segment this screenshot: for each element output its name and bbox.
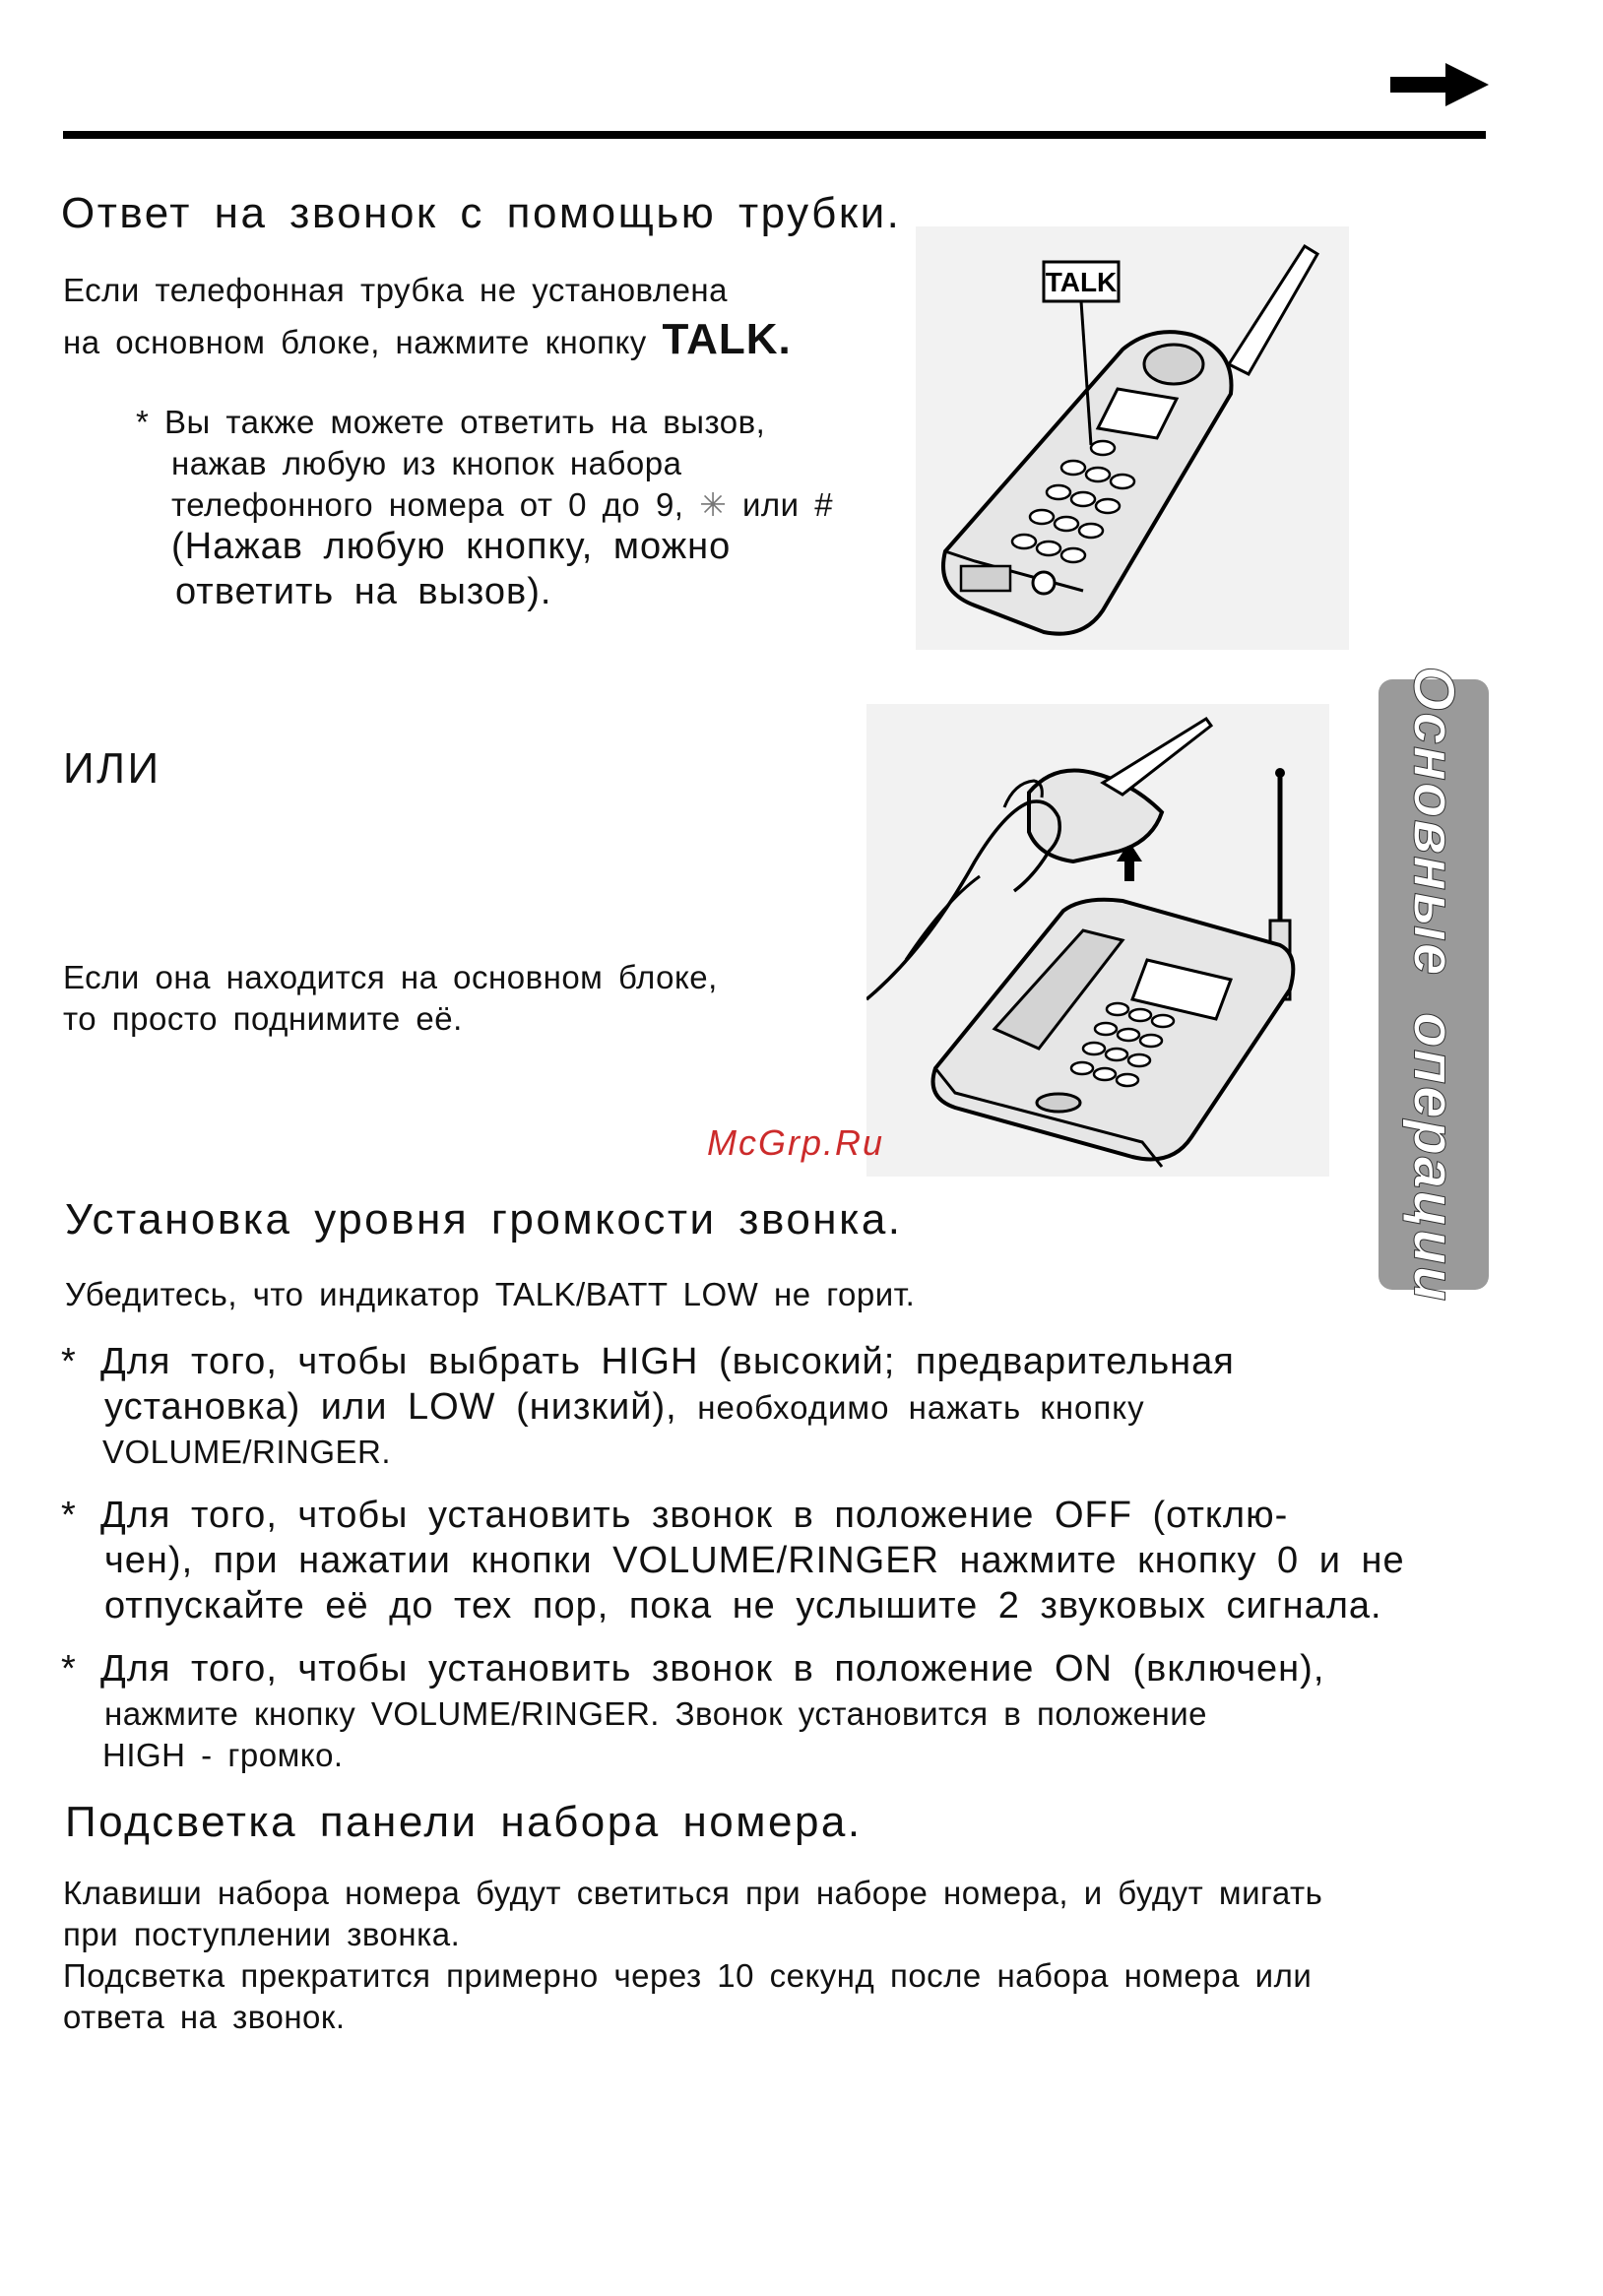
note-line-5: ответить на вызов). (175, 571, 552, 612)
note-line-3-text: телефонного номера от 0 до 9, (171, 486, 684, 523)
bullet2-line-3: отпускайте её до тех пор, пока не услышите 2 звуковых сигнала. (104, 1585, 1382, 1626)
right-arrow-icon (1390, 63, 1489, 106)
note-line-3 (171, 484, 833, 526)
bullet3-line-1: Для того, чтобы установить звонок в положение ON (включен), (100, 1648, 1325, 1690)
base-line-2: то просто поднимите её. (63, 1000, 463, 1037)
watermark: McGrp.Ru (707, 1122, 885, 1163)
bullet-marker: * (61, 1648, 77, 1690)
handset-illustration (916, 226, 1349, 650)
note-line-3-suffix: или # (741, 486, 834, 523)
header-rule (63, 131, 1486, 139)
backlight-line-4: ответа на звонок. (63, 1999, 346, 2035)
bullet-marker: * (61, 1495, 77, 1536)
bullet3-line-3: HIGH - громко. (102, 1737, 344, 1773)
bullet-marker: * (61, 1341, 77, 1382)
note-line-4: (Нажав любую кнопку, можно (171, 526, 732, 567)
bullet3-line-2: нажмите кнопку VOLUME/RINGER. Звонок установится в положение (104, 1695, 1208, 1732)
backlight-line-3: Подсветка прекратится примерно через 10 секунд после набора номера или (63, 1957, 1313, 1994)
side-tab (1379, 666, 1489, 1304)
bullet2-line-2: чен), при нажатии кнопки VOLUME/RINGER нажмите кнопку 0 и не (104, 1540, 1405, 1581)
asterisk-key-icon: ✳ (699, 485, 728, 524)
note-line-2: нажав любую из кнопок набора (171, 445, 682, 481)
base-line-1: Если она находится на основном блоке, (63, 959, 718, 995)
note-line-1: * Вы также можете ответить на вызов, (136, 404, 766, 440)
backlight-line-2: при поступлении звонка. (63, 1916, 461, 1952)
section-title-keypad-backlight: Подсветка панели набора номера. (65, 1798, 863, 1846)
bullet1-line-1: Для того, чтобы выбрать HIGH (высокий; предварительная (100, 1341, 1235, 1382)
ringer-intro: Убедитесь, что индикатор TALK/BATT LOW не горит. (65, 1276, 916, 1312)
or-label: ИЛИ (63, 744, 161, 793)
section-title-answer-handset: Ответ на звонок с помощью трубки. (61, 189, 902, 237)
bullet1-line-2b: необходимо нажать кнопку (697, 1389, 1145, 1426)
talk-button-label: TALK. (662, 315, 792, 363)
bullet1-line-2 (104, 1384, 1145, 1431)
base-unit-illustration (866, 704, 1329, 1177)
section-title-ringer-volume: Установка уровня громкости звонка. (65, 1195, 903, 1244)
answer-line-2-text: на основном блоке, нажмите кнопку (63, 324, 647, 360)
bullet1-line-2a: установка) или LOW (низкий), (104, 1386, 677, 1428)
backlight-line-1: Клавиши набора номера будут светиться при наборе номера, и будут мигать (63, 1875, 1323, 1911)
answer-line-2 (63, 315, 792, 363)
talk-callout-label: TALK (1045, 267, 1118, 297)
bullet2-line-1: Для того, чтобы установить звонок в положение OFF (отклю- (100, 1495, 1289, 1536)
answer-line-1: Если телефонная трубка не установлена (63, 272, 729, 308)
bullet1-line-3: VOLUME/RINGER. (102, 1434, 392, 1470)
side-tab-label: Основные операции (1401, 666, 1466, 1304)
